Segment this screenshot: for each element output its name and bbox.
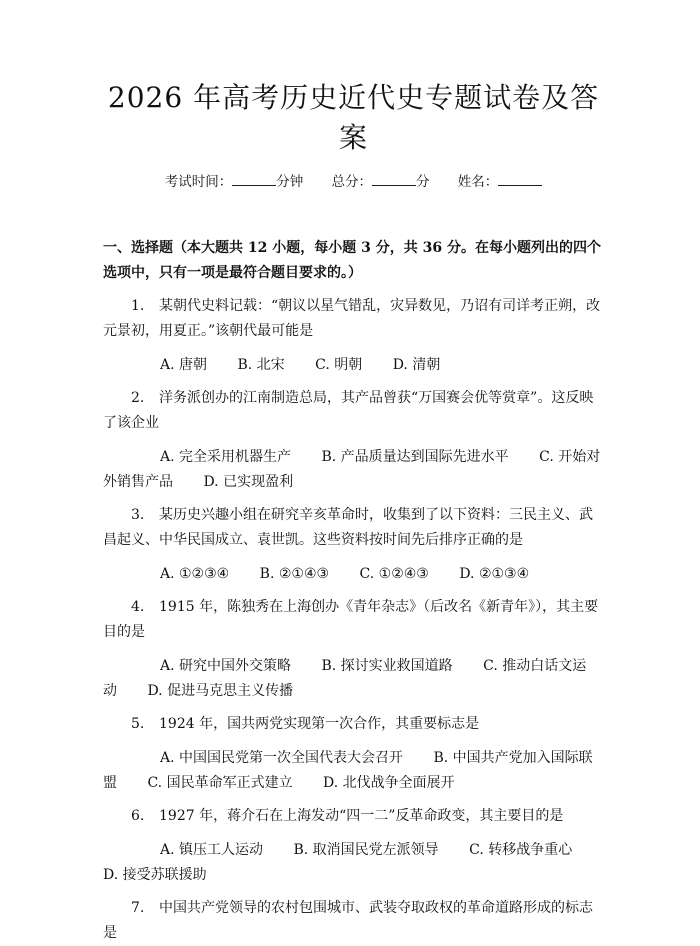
question-text: 1924 年，国共两党实现第一次合作，其重要标志是: [159, 716, 480, 732]
option-c[interactable]: C. 明朝: [315, 357, 363, 373]
question-5-options: [103, 746, 604, 796]
option-d[interactable]: D. 促进马克思主义传播: [147, 683, 294, 699]
question-text: 某朝代史料记载：“朝议以星气错乱，灾异数见，乃诏有司详考正朔，改元景初，用夏正。”该朝代最可能是: [103, 298, 601, 339]
exam-meta: [103, 172, 604, 192]
question-stem: [103, 712, 604, 737]
score-unit: 分: [416, 174, 430, 190]
question-3: [103, 503, 604, 553]
score-blank[interactable]: [372, 173, 416, 186]
option-d[interactable]: D. ②①③④: [459, 566, 530, 582]
question-text: 洋务派创办的江南制造总局，其产品曾获“万国赛会优等赏章”。这反映了该企业: [103, 390, 594, 431]
exam-title: 2026 年高考历史近代史专题试卷及答案: [107, 81, 600, 154]
question-text: 1915 年，陈独秀在上海创办《青年杂志》（后改名《新青年》），其主要目的是: [103, 599, 599, 640]
question-3-options: [103, 562, 604, 587]
option-a[interactable]: A. 研究中国外交策略: [160, 658, 292, 674]
question-text: 1927 年，蒋介石在上海发动“四一二”反革命政变，其主要目的是: [159, 808, 564, 824]
question-1-options: [103, 353, 604, 378]
option-c[interactable]: C. 转移战争重心: [469, 842, 573, 858]
time-field: [165, 172, 304, 192]
question-stem: [103, 896, 604, 946]
option-b[interactable]: B. 探讨实业救国道路: [321, 658, 453, 674]
option-b[interactable]: B. 北宋: [237, 357, 285, 373]
option-c[interactable]: C. 推动白话文运动: [103, 658, 587, 699]
question-stem: [103, 294, 604, 344]
question-stem: [103, 804, 604, 829]
option-a[interactable]: A. 中国国民党第一次全国代表大会召开: [160, 750, 404, 766]
time-label: 考试时间：: [164, 174, 233, 190]
question-4-options: [103, 654, 604, 704]
question-number: 4.: [131, 599, 145, 615]
option-b[interactable]: B. 中国共产党加入国际联盟: [103, 750, 593, 791]
time-blank[interactable]: [232, 173, 276, 186]
question-number: 3.: [131, 507, 145, 523]
question-5: [103, 712, 604, 737]
question-1: [103, 294, 604, 344]
option-a[interactable]: A. 镇压工人运动: [160, 842, 264, 858]
option-a[interactable]: A. ①②③④: [160, 566, 230, 582]
question-number: 6.: [131, 808, 145, 824]
question-2-options: [103, 445, 604, 495]
question-4: [103, 595, 604, 645]
option-b[interactable]: B. 产品质量达到国际先进水平: [321, 449, 509, 465]
question-stem: [103, 386, 604, 436]
name-blank[interactable]: [498, 173, 542, 186]
question-6: [103, 804, 604, 829]
score-field: [332, 172, 430, 192]
option-d[interactable]: D. 已实现盈利: [203, 474, 294, 490]
option-a[interactable]: A. 完全采用机器生产: [160, 449, 292, 465]
option-a[interactable]: A. 唐朝: [160, 357, 208, 373]
option-d[interactable]: D. 清朝: [392, 357, 441, 373]
question-number: 1.: [131, 298, 145, 314]
option-c[interactable]: C. ①②④③: [359, 566, 429, 582]
question-number: 7.: [131, 900, 145, 916]
name-label: 姓名：: [457, 174, 499, 190]
question-number: 5.: [131, 716, 145, 732]
option-d[interactable]: D. 北伐战争全面展开: [323, 775, 455, 791]
option-d[interactable]: D. 接受苏联援助: [103, 867, 207, 883]
option-c[interactable]: C. 开始对外销售产品: [103, 449, 601, 490]
option-b[interactable]: B. 取消国民党左派领导: [293, 842, 439, 858]
question-2: [103, 386, 604, 436]
question-stem: [103, 595, 604, 645]
question-6-options: [103, 838, 604, 888]
question-number: 2.: [131, 390, 145, 406]
question-stem: [103, 503, 604, 553]
option-b[interactable]: B. ②①④③: [259, 566, 330, 582]
question-7: [103, 896, 604, 946]
time-unit: 分钟: [276, 174, 304, 190]
name-field: [458, 172, 543, 192]
option-c[interactable]: C. 国民革命军正式建立: [147, 775, 293, 791]
question-text: 中国共产党领导的农村包围城市、武装夺取政权的革命道路形成的标志是: [103, 900, 593, 941]
section-heading: 一、选择题（本大题共 12 小题，每小题 3 分，共 36 分。在每小题列出的四个选项中，只有一项是最符合题目要求的。）: [103, 240, 601, 281]
score-label: 总分：: [331, 174, 372, 190]
question-text: 某历史兴趣小组在研究辛亥革命时，收集到了以下资料：三民主义、武昌起义、中华民国成立、袁世凯。这些资料按时间先后排序正确的是: [103, 507, 593, 548]
